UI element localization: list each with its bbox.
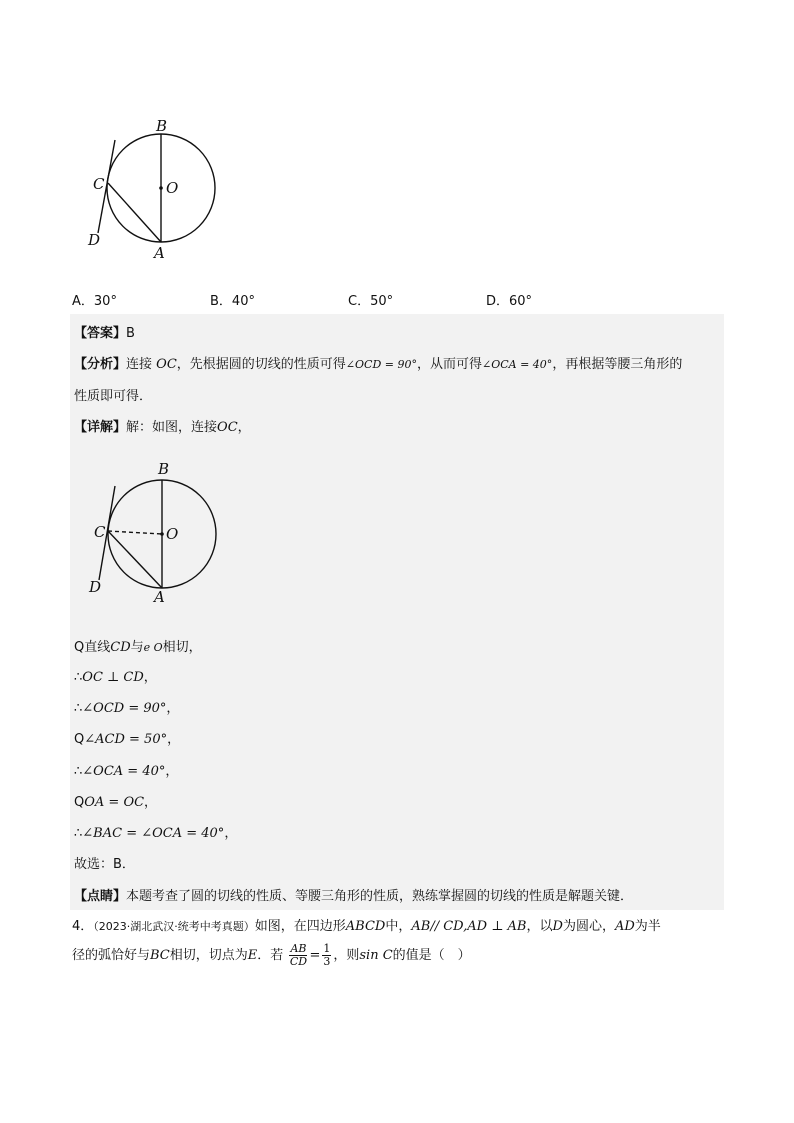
label-a: A xyxy=(154,588,165,606)
option-a: A．30° xyxy=(72,294,117,309)
question-4-line-1: 4．（2023·湖北武汉·统考中考真题）如图，在四边形ABCD中，AB// CD,AD ⊥ AB，以D为圆心，AD为半 xyxy=(72,919,661,934)
comment-line: 【点睛】本题考查了圆的切线的性质、等腰三角形的性质，熟练掌握圆的切线的性质是解题关键． xyxy=(74,889,634,904)
fraction-one-third: $\frac{1}{3}$ xyxy=(323,942,331,968)
analysis-line-1: 【分析】连接 OC，先根据圆的切线的性质可得∠OCD = 90°，从而可得∠OCA = 40°，再根据等腰三角形的 xyxy=(74,357,683,372)
label-d: D xyxy=(89,578,102,596)
label-c: C xyxy=(93,175,105,193)
step-7: ∴∠BAC = ∠OCA = 40°， xyxy=(74,826,238,841)
label-a: A xyxy=(154,244,165,262)
label-c: C xyxy=(94,523,106,541)
option-b: B．40° xyxy=(210,294,255,309)
label-o: O xyxy=(166,179,179,197)
step-6: QOA = OC， xyxy=(74,795,158,810)
step-5: ∴∠OCA = 40°， xyxy=(74,764,179,779)
step-2: ∴OC ⊥ CD， xyxy=(74,670,157,685)
step-4: Q∠ACD = 50°， xyxy=(74,732,181,747)
solution-block xyxy=(70,314,724,910)
detail-line: 【详解】解：如图，连接OC， xyxy=(74,420,251,435)
label-d: D xyxy=(88,231,101,249)
chord-ca xyxy=(108,531,162,588)
chord-ca xyxy=(108,183,161,242)
label-b: B xyxy=(158,460,170,478)
option-c: C．50° xyxy=(348,294,394,309)
figure-2 xyxy=(82,458,232,608)
dashed-oc xyxy=(108,531,162,534)
answer-options xyxy=(72,290,722,310)
center-point xyxy=(159,186,163,190)
step-1: Q直线CD与e O相切， xyxy=(74,640,202,655)
option-d: D．60° xyxy=(486,294,533,309)
question-4-line-2: 径的弧恰好与BC相切，切点为E．若 $\frac{AB}{CD}$ = $\frac{1}{3}$ ，则sin C的值是（ ） xyxy=(72,942,471,968)
analysis-line-2: 性质即可得． xyxy=(74,389,153,404)
step-3: ∴∠OCD = 90°， xyxy=(74,701,180,716)
fraction-ab-cd: $\frac{AB}{CD}$ xyxy=(289,942,308,968)
label-b: B xyxy=(156,117,168,135)
answer-line: 【答案】B xyxy=(74,326,135,341)
choice-line: 故选：B． xyxy=(74,857,135,872)
center-point xyxy=(160,532,164,536)
figure-1 xyxy=(80,115,230,265)
label-o: O xyxy=(166,525,179,543)
